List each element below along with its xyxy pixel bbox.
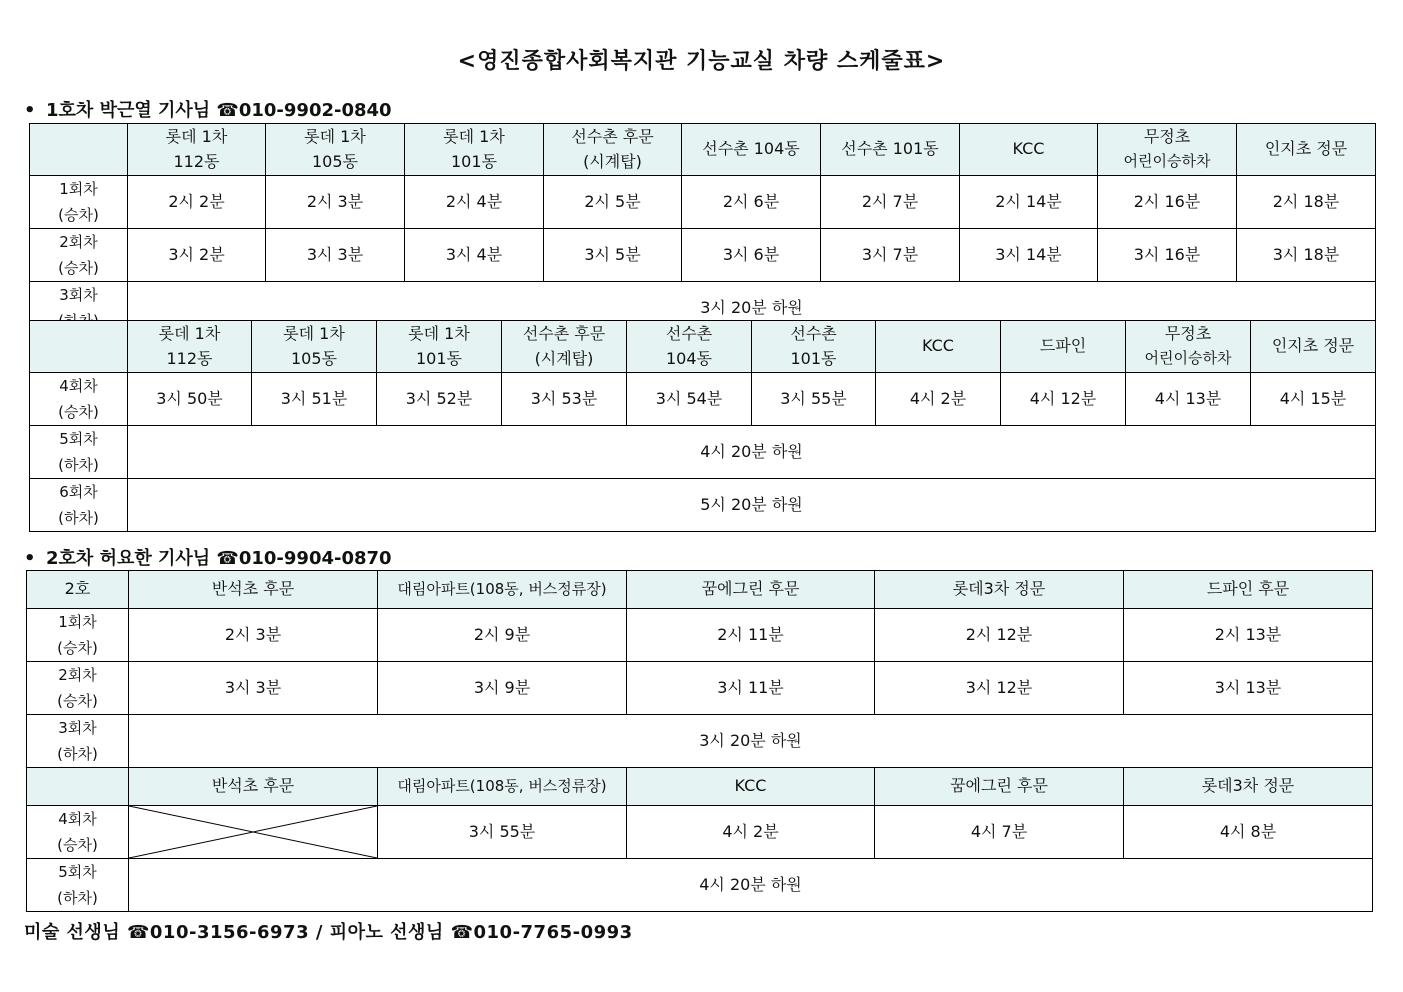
time-cell: 3시 13분 <box>1124 662 1373 715</box>
stop-header: 드파인 후문 <box>1124 571 1373 609</box>
time-cell: 2시 11분 <box>627 609 875 662</box>
table-row <box>27 806 1373 859</box>
time-cell: 2시 3분 <box>129 609 378 662</box>
run-label: 6회차 (하차) <box>30 479 128 532</box>
run-label: 4회차 (승차) <box>30 373 128 426</box>
stop-header: 꿈에그린 후문 <box>627 571 875 609</box>
run-label: 1회차 (승차) <box>27 609 129 662</box>
time-cell: 3시 18분 <box>1237 229 1376 282</box>
time-cell: 2시 4분 <box>405 176 544 229</box>
time-cell: 2시 6분 <box>682 176 821 229</box>
dropoff-cell: 3시 20분 하원 <box>128 282 1376 335</box>
stop-header: 롯데 1차 112동 <box>128 321 252 373</box>
time-cell: 2시 5분 <box>544 176 682 229</box>
table-row <box>30 176 1376 229</box>
time-cell: 3시 55분 <box>378 806 627 859</box>
bus1-schedule-table-b <box>29 320 1376 532</box>
stop-header: 드파인 <box>1001 321 1126 373</box>
dropoff-cell: 3시 20분 하원 <box>129 715 1373 768</box>
stop-header: 대림아파트(108동, 버스정류장) <box>378 571 627 609</box>
table-row <box>30 373 1376 426</box>
stop-header: 대림아파트(108동, 버스정류장) <box>378 768 627 806</box>
stop-header: KCC <box>876 321 1001 373</box>
run-label: 1회차 (승차) <box>30 176 128 229</box>
stop-header: 선수촌 후문 (시계탑) <box>502 321 627 373</box>
time-cell: 4시 12분 <box>1001 373 1126 426</box>
run-label: 3회차 <box>30 282 128 335</box>
stop-header: 선수촌 101동 <box>752 321 876 373</box>
stop-header: 롯데 1차 105동 <box>252 321 377 373</box>
time-cell: 3시 7분 <box>821 229 960 282</box>
time-cell: 3시 50분 <box>128 373 252 426</box>
stop-header: 롯데 1차 101동 <box>405 124 544 176</box>
page-title: <영진종합사회복지관 기능교실 차량 스케줄표> <box>457 49 946 74</box>
time-cell: 3시 52분 <box>377 373 502 426</box>
bus2-heading <box>24 544 392 570</box>
header-row <box>30 321 1376 373</box>
bus1-heading-text: 1호차 박근열 기사님 ☎010-9902-0840 <box>46 100 392 121</box>
time-cell: 3시 5분 <box>544 229 682 282</box>
time-cell: 2시 3분 <box>266 176 405 229</box>
stop-header: 반석초 후문 <box>129 571 378 609</box>
stop-header: 선수촌 104동 <box>627 321 752 373</box>
stop-header: 롯데 1차 105동 <box>266 124 405 176</box>
stop-header: 롯데3차 정문 <box>875 571 1124 609</box>
run-label: 3회차 (하차) <box>27 715 129 768</box>
time-cell: 4시 2분 <box>627 806 875 859</box>
bullet: • <box>24 548 36 569</box>
time-cell: 3시 51분 <box>252 373 377 426</box>
stop-header: 롯데 1차 112동 <box>128 124 266 176</box>
bus1-schedule-table-a <box>29 123 1376 335</box>
time-cell: 2시 14분 <box>960 176 1098 229</box>
bus1-heading <box>24 96 392 122</box>
time-cell: 2시 2분 <box>128 176 266 229</box>
time-cell: 2시 18분 <box>1237 176 1376 229</box>
time-cell: 3시 3분 <box>129 662 378 715</box>
stop-header: 무정초 어린이승하차 <box>1098 124 1237 176</box>
dropoff-cell: 4시 20분 하원 <box>128 426 1376 479</box>
stop-header: 롯데 1차 101동 <box>377 321 502 373</box>
stop-header: 꿈에그린 후문 <box>875 768 1124 806</box>
stop-header: 무정초 어린이승하차 <box>1126 321 1251 373</box>
table-row <box>30 229 1376 282</box>
time-cell: 4시 8분 <box>1124 806 1373 859</box>
table-row <box>30 479 1376 532</box>
corner-cell <box>30 321 128 373</box>
teacher-contacts: 미술 선생님 ☎010-3156-6973 / 피아노 선생님 ☎010-7765-0993 <box>24 922 633 943</box>
table-row <box>27 715 1373 768</box>
time-cell: 3시 9분 <box>378 662 627 715</box>
time-cell: 4시 7분 <box>875 806 1124 859</box>
stop-header: 선수촌 후문 (시계탑) <box>544 124 682 176</box>
stop-header: KCC <box>960 124 1098 176</box>
bus2-heading-text: 2호차 허요한 기사님 ☎010-9904-0870 <box>46 548 392 569</box>
time-cell: 4시 2분 <box>876 373 1001 426</box>
time-cell: 3시 14분 <box>960 229 1098 282</box>
time-cell: 3시 6분 <box>682 229 821 282</box>
time-cell: 3시 4분 <box>405 229 544 282</box>
time-cell: 3시 55분 <box>752 373 876 426</box>
time-cell: 3시 11분 <box>627 662 875 715</box>
stop-header: 반석초 후문 <box>129 768 378 806</box>
run-label: 5회차 (하차) <box>27 859 129 912</box>
table-row <box>27 662 1373 715</box>
header-row <box>27 768 1373 806</box>
corner-cell: 2호 <box>27 571 129 609</box>
time-cell: 4시 15분 <box>1251 373 1376 426</box>
time-cell: 3시 12분 <box>875 662 1124 715</box>
time-cell: 3시 54분 <box>627 373 752 426</box>
stop-header: KCC <box>627 768 875 806</box>
stop-header: 인지초 정문 <box>1251 321 1376 373</box>
time-cell: 2시 12분 <box>875 609 1124 662</box>
table-row <box>27 859 1373 912</box>
bus2-schedule-table <box>26 570 1373 912</box>
cross-out-icon <box>129 806 377 858</box>
stop-header: 인지초 정문 <box>1237 124 1376 176</box>
corner-cell <box>27 768 129 806</box>
time-cell: 2시 16분 <box>1098 176 1237 229</box>
no-stop-cell <box>129 806 378 859</box>
bullet: • <box>24 100 36 121</box>
table-row <box>30 426 1376 479</box>
time-cell: 3시 2분 <box>128 229 266 282</box>
run-label: 2회차 (승차) <box>30 229 128 282</box>
time-cell: 2시 13분 <box>1124 609 1373 662</box>
table-row <box>27 609 1373 662</box>
header-row <box>30 124 1376 176</box>
time-cell: 3시 53분 <box>502 373 627 426</box>
dropoff-cell: 5시 20분 하원 <box>128 479 1376 532</box>
run-label: 4회차 (승차) <box>27 806 129 859</box>
time-cell: 2시 9분 <box>378 609 627 662</box>
header-row <box>27 571 1373 609</box>
dropoff-cell: 4시 20분 하원 <box>129 859 1373 912</box>
stop-header: 롯데3차 정문 <box>1124 768 1373 806</box>
corner-cell <box>30 124 128 176</box>
run-label: 2회차 (승차) <box>27 662 129 715</box>
run-label: 5회차 (하차) <box>30 426 128 479</box>
stop-header: 선수촌 101동 <box>821 124 960 176</box>
time-cell: 2시 7분 <box>821 176 960 229</box>
time-cell: 3시 3분 <box>266 229 405 282</box>
stop-header: 선수촌 104동 <box>682 124 821 176</box>
time-cell: 3시 16분 <box>1098 229 1237 282</box>
time-cell: 4시 13분 <box>1126 373 1251 426</box>
